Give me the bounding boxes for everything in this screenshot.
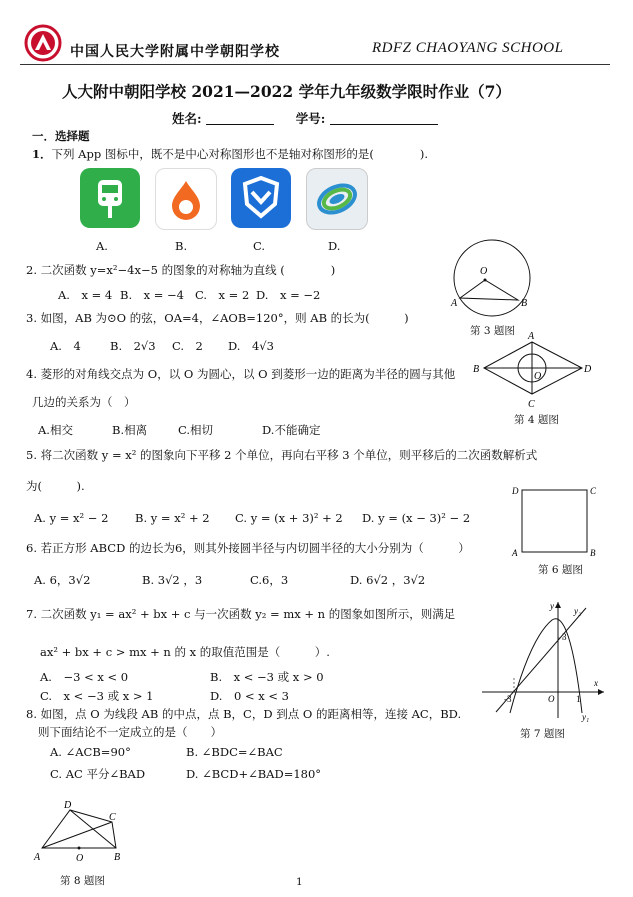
q1-option-c: C. <box>253 239 266 253</box>
q5-option-c: C. y = (x + 3)² + 2 <box>235 511 343 525</box>
q7-num: 7. <box>26 607 37 621</box>
fig3-label-o: O <box>480 266 488 277</box>
mobile-app-icon <box>306 168 368 230</box>
q8-option-a: A. ∠ACB=90° <box>50 745 131 759</box>
q1 <box>32 148 428 162</box>
q6-option-a: A. 6，3√2 <box>34 573 91 587</box>
fig8-label-a: A <box>34 852 41 863</box>
fig8-label-d: D <box>64 800 72 811</box>
fig7-label-1: 1 <box>576 694 581 704</box>
q1-option-a: A. <box>96 239 108 253</box>
fig8-label-o: O <box>76 853 84 864</box>
q8-line1 <box>26 708 461 722</box>
figure-q8 <box>30 798 130 868</box>
q1-option-d: D. <box>328 239 341 253</box>
q3-option-b: B. 2√3 <box>110 339 156 353</box>
q5-num: 5. <box>26 448 37 462</box>
bus-app-icon <box>80 168 140 228</box>
q3-option-a: A. 4 <box>50 339 81 353</box>
q6-option-d: D. 6√2 ，3√2 <box>350 573 426 587</box>
q2-option-c: C. x = 2 <box>195 288 250 302</box>
q2 <box>26 264 335 278</box>
fig7-label-y: y <box>550 601 554 611</box>
fig7-label-minus3: -3 <box>504 694 512 704</box>
q5-option-d: D. y = (x − 3)² − 2 <box>362 511 471 525</box>
figure-q3-circle <box>440 238 550 323</box>
q1-option-b: B. <box>175 239 188 253</box>
fig4-label-o: O <box>534 371 542 382</box>
q4-num: 4. <box>26 367 37 381</box>
id-label: 学号: <box>295 111 326 126</box>
fig6-label-b: B <box>590 548 596 558</box>
school-logo <box>24 24 62 62</box>
q4-option-d: D.不能确定 <box>262 423 321 437</box>
q6-num: 6. <box>26 541 37 555</box>
q8-option-c: C. AC 平分∠BAD <box>50 767 146 781</box>
q3-num: 3. <box>26 311 37 325</box>
q1-text: 下列 App 图标中，既不是中心对称图形也不是轴对称图形的是( ). <box>51 147 428 161</box>
fig8-caption: 第 8 题图 <box>60 875 105 887</box>
q5-text2: 为( ). <box>26 479 85 493</box>
fig4-label-a: A <box>528 332 535 342</box>
q6-option-c: C.6，3 <box>250 573 289 587</box>
q1-num: 1． <box>32 147 52 161</box>
q6-option-b: B. 3√2 ，3 <box>142 573 203 587</box>
q4-line1 <box>26 368 455 382</box>
id-field[interactable] <box>330 112 438 125</box>
name-field[interactable] <box>206 112 274 125</box>
fig4-label-d: D <box>584 364 592 375</box>
fig4-caption: 第 4 题图 <box>514 414 559 426</box>
q5-option-a: A. y = x² − 2 <box>34 511 109 525</box>
fig6-label-c: C <box>590 486 597 496</box>
fig7-label-3: 3 <box>562 632 567 642</box>
q7-option-b: B. x < −3 或 x > 0 <box>210 670 324 684</box>
header-school-cn: 中国人民大学附属中学朝阳学校 <box>70 44 280 60</box>
flame-app-icon <box>155 168 217 230</box>
fig6-caption: 第 6 题图 <box>538 564 583 576</box>
q5-text1: 将二次函数 y = x² 的图象向下平移 2 个单位，再向右平移 3 个单位，则平移后的二次函数解析式 <box>40 448 538 462</box>
q3-text: 如图，AB 为⊙O 的弦，OA=4，∠AOB=120°，则 AB 的长为( ) <box>40 311 409 325</box>
section-choice: 一．选择题 <box>32 129 90 143</box>
fig7-label-x: x <box>594 678 598 688</box>
q8-option-b: B. ∠BDC=∠BAC <box>186 745 283 759</box>
q7-option-d: D. 0 < x < 3 <box>210 689 289 703</box>
fig8-label-c: C <box>109 812 116 823</box>
fig4-label-c: C <box>528 399 535 410</box>
q7-option-a: A. −3 < x < 0 <box>40 670 129 684</box>
q2-num: 2. <box>26 263 37 277</box>
header-divider <box>20 64 610 65</box>
q6 <box>26 542 470 556</box>
fig6-label-d: D <box>512 486 519 496</box>
q2-option-a: A. x = 4 <box>58 288 113 302</box>
q3-option-c: C. 2 <box>172 339 203 353</box>
q7-text1: 二次函数 y₁ = ax² + bx + c 与一次函数 y₂ = mx + n 的图象如图所示，则满足 <box>40 607 456 621</box>
q2-option-d: D. x = −2 <box>256 288 321 302</box>
fig7-label-y2: y₂ <box>574 606 582 616</box>
figure-q6-square <box>510 484 602 560</box>
q8-text2: 则下面结论不一定成立的是（ ） <box>38 725 222 739</box>
q7-line1 <box>26 608 455 622</box>
figure-q4-rhombus <box>472 332 597 410</box>
fig8-label-b: B <box>114 852 121 863</box>
fig7-caption: 第 7 题图 <box>520 728 565 740</box>
q7-text2: ax² + bx + c > mx + n 的 x 的取值范围是（ ）. <box>40 645 330 659</box>
fig4-label-b: B <box>473 364 480 375</box>
name-id-line <box>172 109 438 127</box>
fig7-label-origin: O <box>548 694 555 704</box>
fig6-label-a: A <box>512 548 518 558</box>
q4-text2: 几边的关系为（ ） <box>32 395 136 409</box>
q3 <box>26 312 409 326</box>
fig3-label-b: B <box>521 298 528 309</box>
q8-num: 8. <box>26 707 37 721</box>
header-school-en: RDFZ CHAOYANG SCHOOL <box>372 40 564 56</box>
q7-option-c: C. x < −3 或 x > 1 <box>40 689 154 703</box>
shield-app-icon <box>231 168 291 228</box>
q5-option-b: B. y = x² + 2 <box>135 511 210 525</box>
page-title: 人大附中朝阳学校 2021—2022 学年九年级数学限时作业（7） <box>62 82 511 101</box>
q3-option-d: D. 4√3 <box>228 339 274 353</box>
q6-text: 若正方形 ABCD 的边长为6，则其外接圆半径与内切圆半径的大小分别为（ ） <box>40 541 470 555</box>
q2-text: 二次函数 y=x²−4x−5 的图象的对称轴为直线 ( ) <box>40 263 336 277</box>
q4-option-c: C.相切 <box>178 423 214 437</box>
q5-line1 <box>26 449 537 463</box>
q2-option-b: B. x = −4 <box>120 288 184 302</box>
figure-q7-graph <box>478 598 608 723</box>
q8-text1: 如图，点 O 为线段 AB 的中点，点 B，C，D 到点 O 的距离相等，连接 AC，BD. <box>40 707 462 721</box>
q4-option-b: B.相离 <box>112 423 148 437</box>
q4-text1: 菱形的对角线交点为 O，以 O 为圆心，以 O 到菱形一边的距离为半径的圆与其他 <box>40 367 456 381</box>
page-number: 1 <box>296 876 303 888</box>
fig7-label-y1: y₁ <box>582 712 590 722</box>
q4-option-a: A.相交 <box>38 423 73 437</box>
name-label: 姓名: <box>172 111 202 126</box>
fig3-label-a: A <box>451 298 458 309</box>
q8-option-d: D. ∠BCD+∠BAD=180° <box>186 767 322 781</box>
fig3-caption: 第 3 题图 <box>470 325 515 337</box>
